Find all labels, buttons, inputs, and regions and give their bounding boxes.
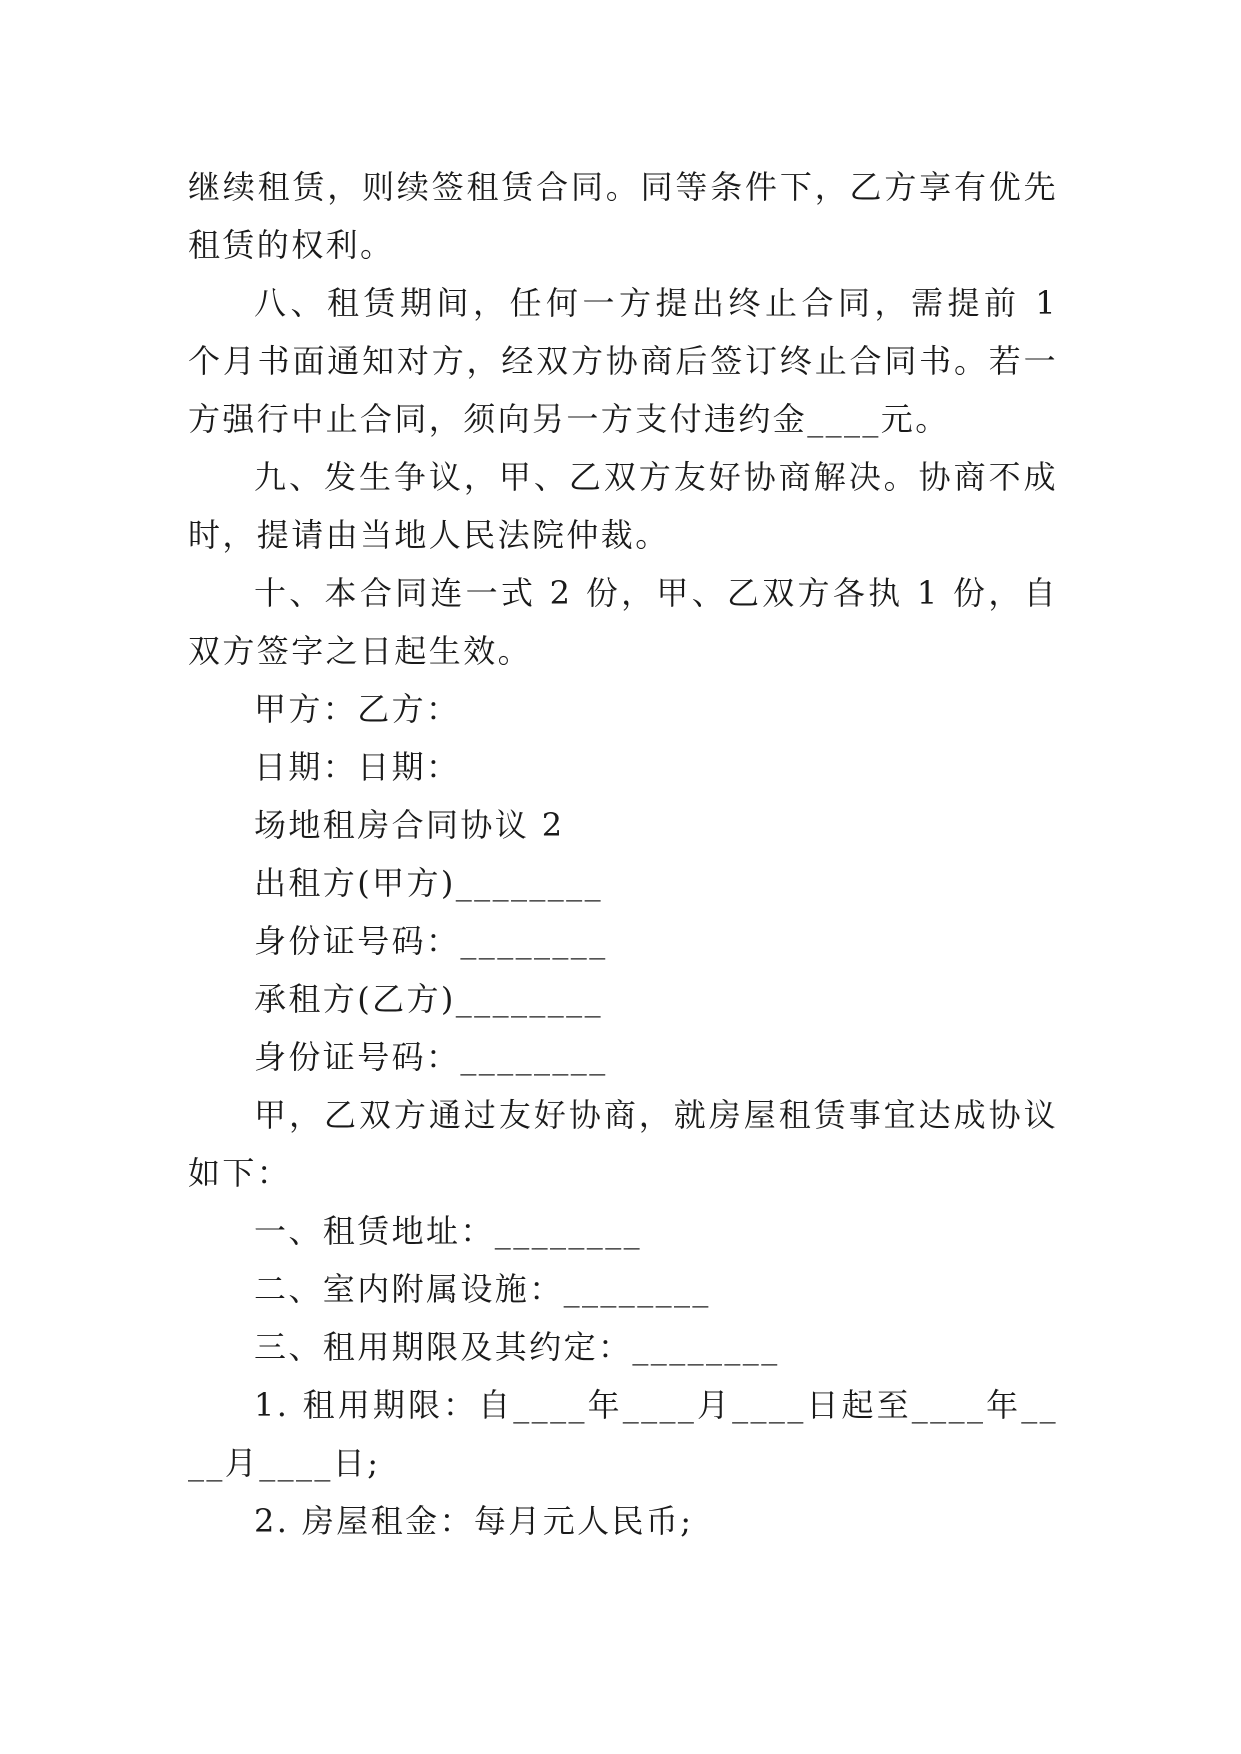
rent-amount-item: 2. 房屋租金：每月元人民币; — [254, 1502, 694, 1540]
clause-2-facilities: 二、室内附属设施：________ — [254, 1270, 711, 1308]
lessee-field: 承租方(乙方)________ — [254, 980, 603, 1018]
contract-2-title: 场地租房合同协议 2 — [254, 806, 565, 844]
paragraph-clause-10-copies: 十、本合同连一式 2 份，甲、乙双方各执 1 份，自双方签字之日起生效。 — [188, 574, 1058, 670]
signature-dates-line: 日期：日期： — [254, 748, 461, 786]
clause-1-address: 一、租赁地址：________ — [254, 1212, 643, 1250]
term-period-item: 1. 租用期限：自____年____月____日起至____年____月____日; — [188, 1386, 1058, 1482]
lessor-field: 出租方(甲方)________ — [254, 864, 603, 902]
lessor-id-field: 身份证号码：________ — [254, 922, 608, 960]
signature-parties-line: 甲方：乙方： — [254, 690, 461, 728]
lessee-id-field: 身份证号码：________ — [254, 1038, 608, 1076]
paragraph-renewal-priority: 继续租赁，则续签租赁合同。同等条件下，乙方享有优先租赁的权利。 — [188, 168, 1058, 264]
paragraph-clause-9-dispute: 九、发生争议，甲、乙双方友好协商解决。协商不成时，提请由当地人民法院仲裁。 — [188, 458, 1058, 554]
paragraph-clause-8-termination: 八、租赁期间，任何一方提出终止合同，需提前 1 个月书面通知对方，经双方协商后签订终止合同书。若一方强行中止合同，须向另一方支付违约金____元。 — [188, 284, 1058, 438]
agreement-intro: 甲，乙双方通过友好协商，就房屋租赁事宜达成协议如下： — [188, 1096, 1058, 1192]
clause-3-term: 三、租用期限及其约定：________ — [254, 1328, 780, 1366]
document-body — [188, 158, 1058, 1550]
